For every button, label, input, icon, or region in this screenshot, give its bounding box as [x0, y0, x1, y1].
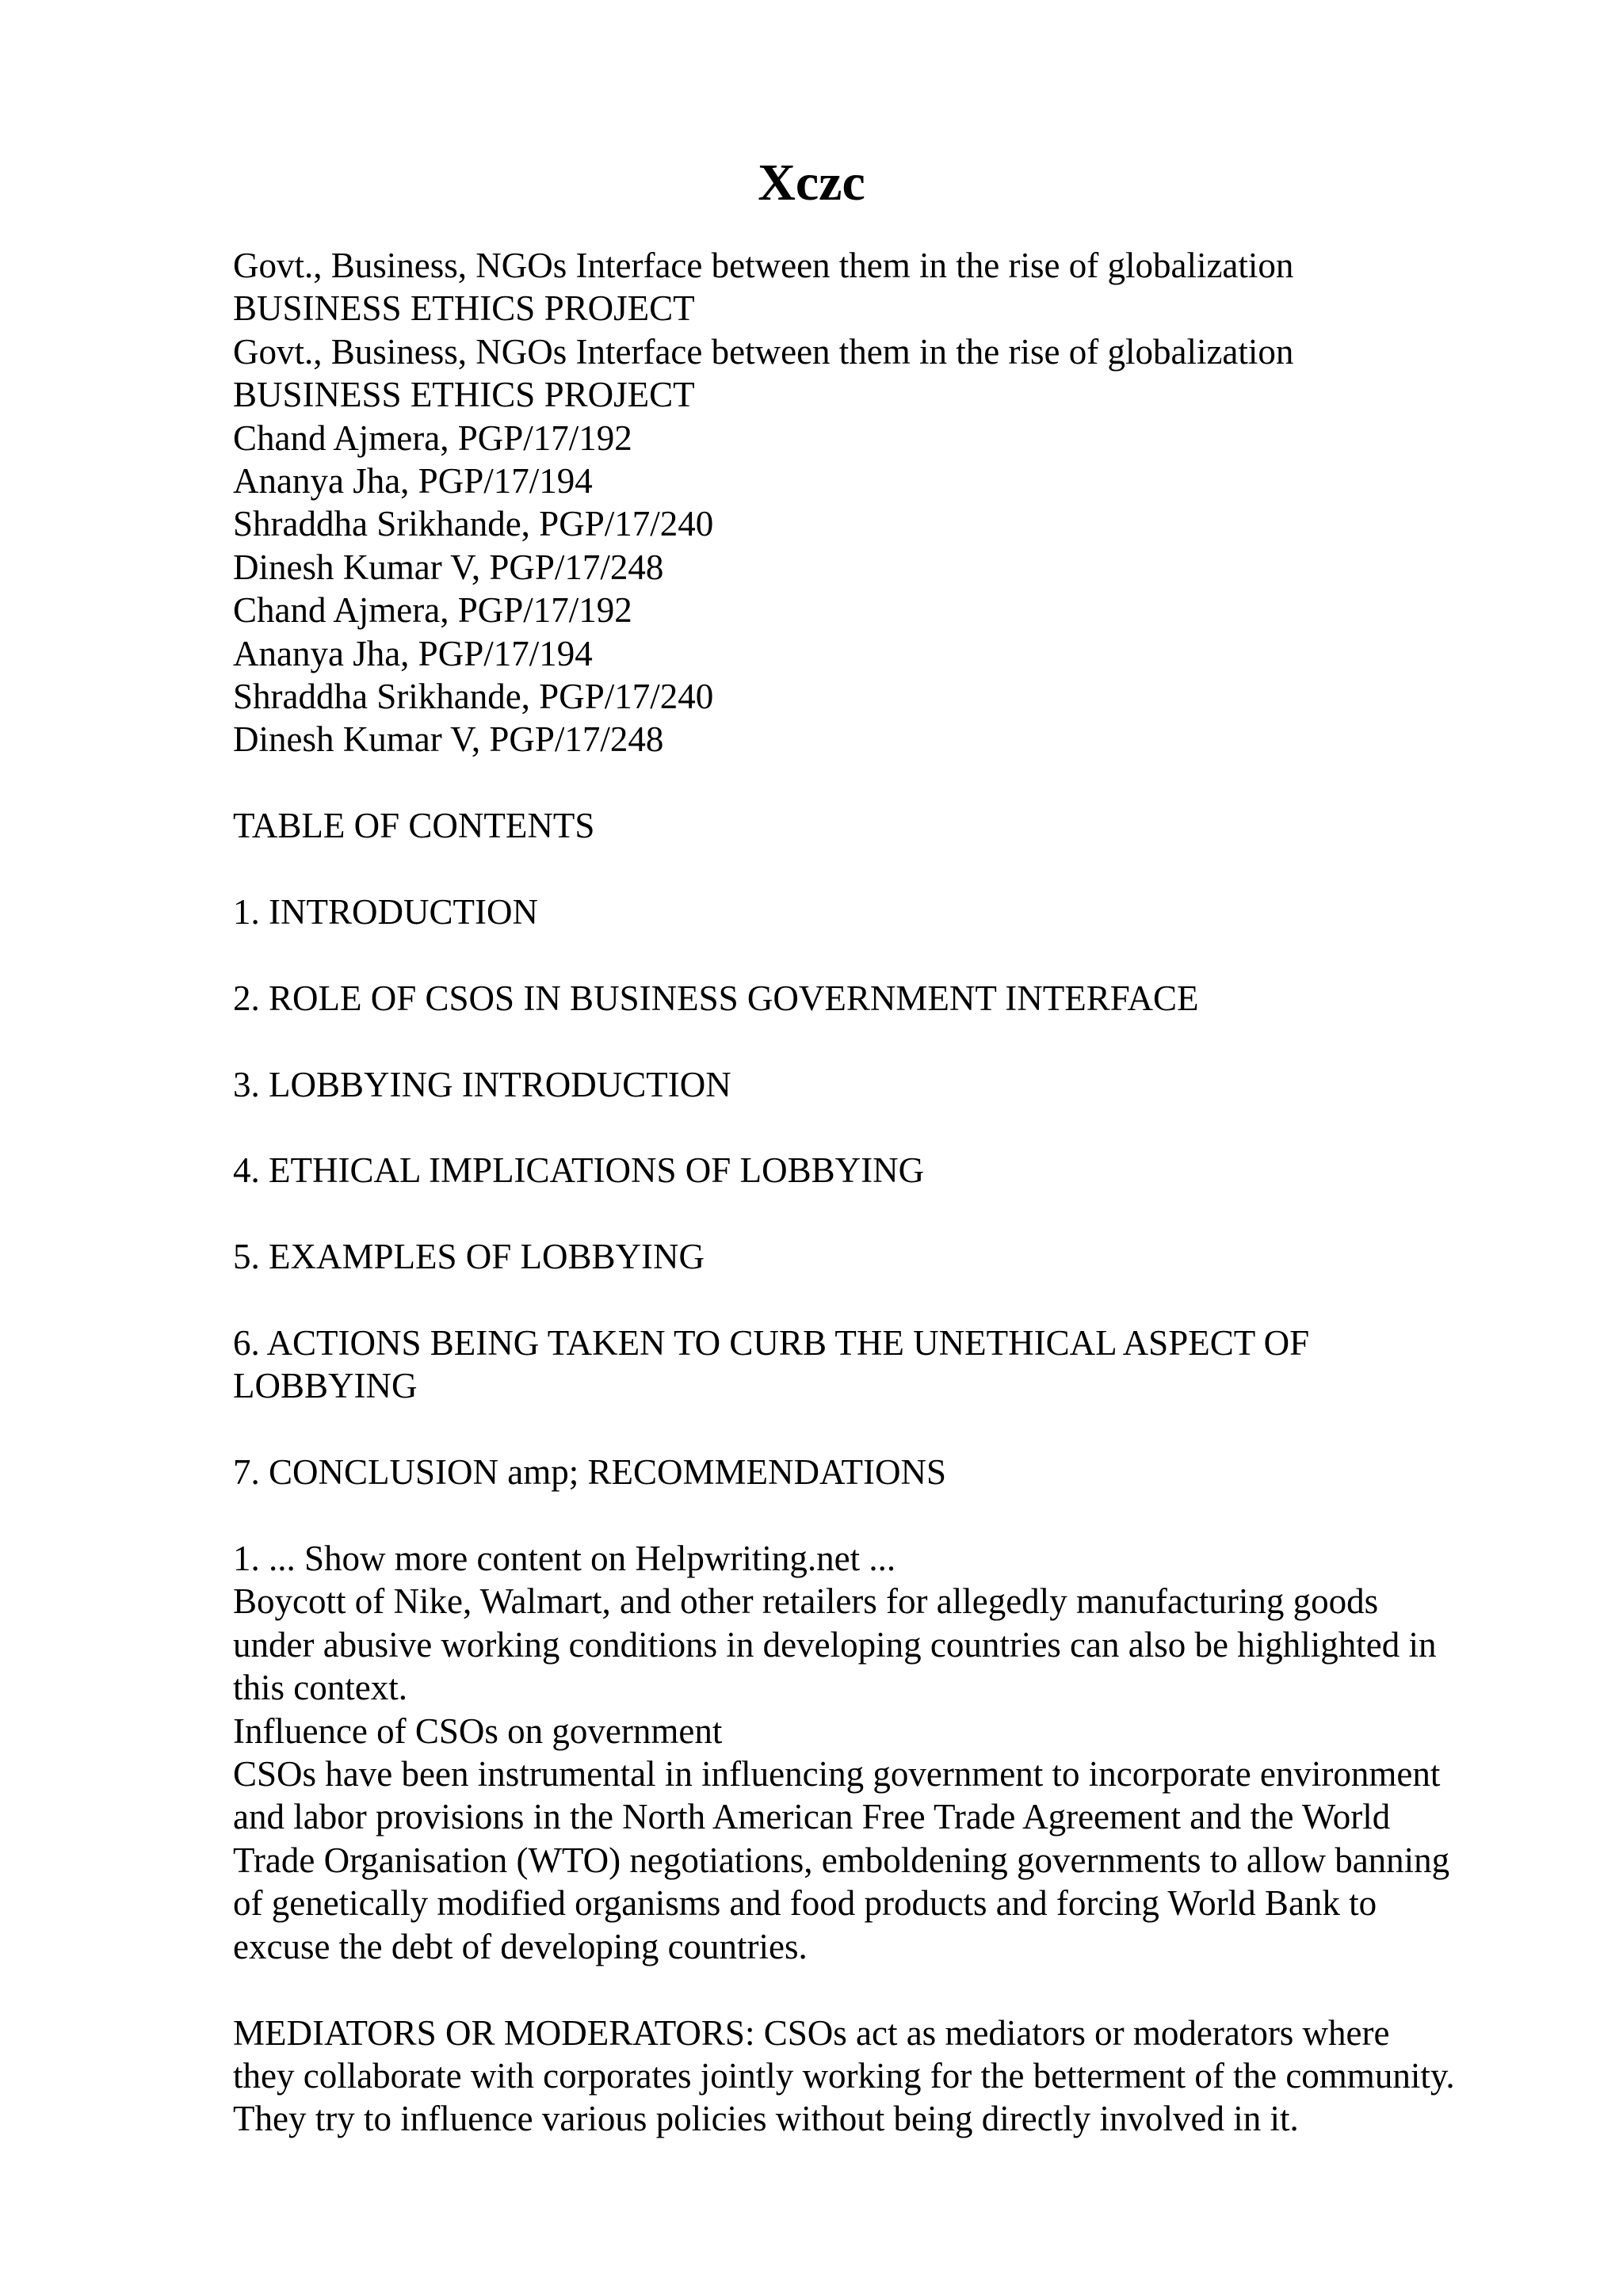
header-line: Govt., Business, NGOs Interface between them in the rise of globalization: [233, 246, 1294, 285]
spacer: [233, 1968, 1564, 2011]
paragraph-line: Boycott of Nike, Walmart, and other retailers for allegedly manufacturing goods: [233, 1581, 1379, 1622]
spacer: [233, 933, 1564, 976]
document-title: Xczc: [758, 154, 865, 212]
toc-item: 2. ROLE OF CSOS IN BUSINESS GOVERNMENT INTERFACE: [233, 978, 1199, 1018]
spacer: [233, 1192, 1564, 1235]
header-line: BUSINESS ETHICS PROJECT: [233, 288, 695, 329]
toc-item: 1. INTRODUCTION: [233, 892, 538, 933]
author-line: Dinesh Kumar V, PGP/17/248: [233, 547, 664, 587]
header-line: BUSINESS ETHICS PROJECT: [233, 375, 695, 415]
paragraph-line: excuse the debt of developing countries.: [233, 1926, 808, 1966]
author-line: Shraddha Srikhande, PGP/17/240: [233, 504, 714, 544]
header-line: Govt., Business, NGOs Interface between them in the rise of globalization: [233, 331, 1294, 372]
influence-heading: Influence of CSOs on government: [233, 1711, 723, 1751]
author-line: Ananya Jha, PGP/17/194: [233, 633, 593, 673]
toc-heading: TABLE OF CONTENTS: [233, 806, 595, 846]
paragraph-line: under abusive working conditions in developing countries can also be highlighted in: [233, 1624, 1437, 1665]
paragraph-line: CSOs have been instrumental in influencing government to incorporate environment: [233, 1754, 1441, 1794]
show-more-line: 1. ... Show more content on Helpwriting.net ...: [233, 1539, 896, 1579]
table-of-contents: [233, 848, 1564, 1494]
influence-paragraph: [233, 1753, 1564, 1968]
author-line: Ananya Jha, PGP/17/194: [233, 461, 593, 502]
document-body: [233, 244, 1564, 2141]
author-line: Chand Ajmera, PGP/17/192: [233, 590, 632, 631]
paragraph-line: MEDIATORS OR MODERATORS: CSOs act as mediators or moderators where: [233, 2012, 1390, 2053]
paragraph-line: of genetically modified organisms and food products and forcing World Bank to: [233, 1883, 1377, 1924]
toc-item: 3. LOBBYING INTRODUCTION: [233, 1064, 731, 1104]
toc-item: 6. ACTIONS BEING TAKEN TO CURB THE UNETHICAL ASPECT OF: [233, 1323, 1310, 1363]
author-line: Chand Ajmera, PGP/17/192: [233, 418, 632, 458]
spacer: [233, 1279, 1564, 1322]
paragraph-line: they collaborate with corporates jointly working for the betterment of the community.: [233, 2055, 1455, 2096]
header-block: [233, 244, 1564, 761]
author-line: Shraddha Srikhande, PGP/17/240: [233, 677, 714, 717]
spacer: [233, 1106, 1564, 1149]
spacer: [233, 1494, 1564, 1537]
author-line: Dinesh Kumar V, PGP/17/248: [233, 719, 664, 760]
toc-item: 5. EXAMPLES OF LOBBYING: [233, 1237, 705, 1277]
mediators-paragraph: [233, 2012, 1564, 2141]
toc-item-continuation: LOBBYING: [233, 1366, 418, 1406]
paragraph-line: They try to influence various policies without being directly involved in it.: [233, 2099, 1299, 2139]
spacer: [233, 1408, 1564, 1451]
toc-item: 7. CONCLUSION amp; RECOMMENDATIONS: [233, 1452, 947, 1493]
spacer: [233, 761, 1564, 804]
spacer: [233, 848, 1564, 891]
spacer: [233, 1020, 1564, 1062]
paragraph-line: and labor provisions in the North American Free Trade Agreement and the World: [233, 1797, 1391, 1837]
paragraph-line: this context.: [233, 1668, 407, 1708]
boycott-paragraph: [233, 1580, 1564, 1709]
paragraph-line: Trade Organisation (WTO) negotiations, emboldening governments to allow banning: [233, 1840, 1450, 1880]
toc-item: 4. ETHICAL IMPLICATIONS OF LOBBYING: [233, 1150, 925, 1191]
